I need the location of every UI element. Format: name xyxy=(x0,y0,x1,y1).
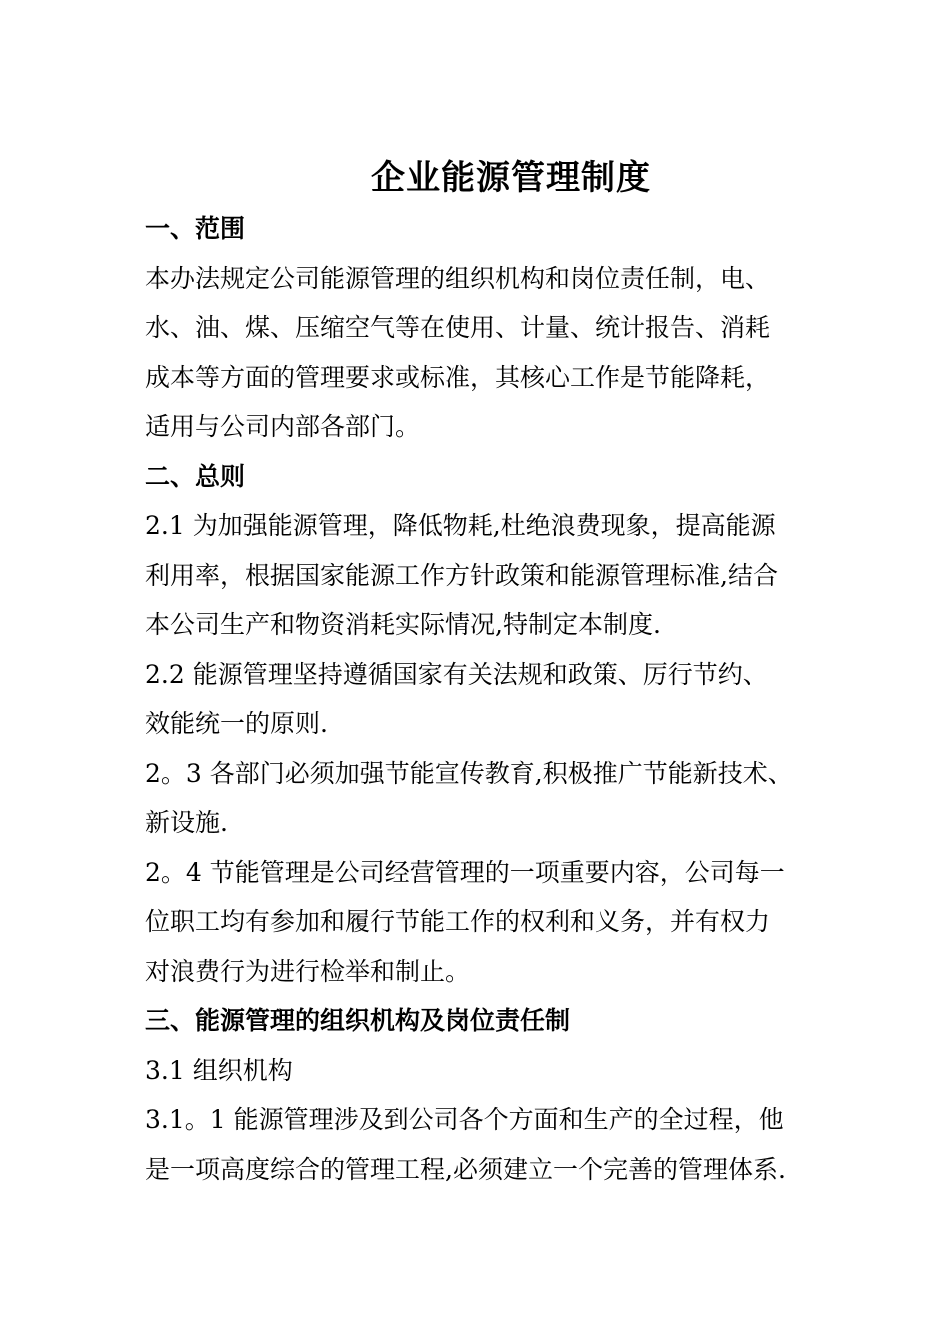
section-heading: 三、能源管理的组织机构及岗位责任制 xyxy=(145,1006,571,1035)
paragraph-line: 是一项高度综合的管理工程,必须建立一个完善的管理体系. xyxy=(145,1154,786,1184)
paragraph-line: 水、油、煤、压缩空气等在使用、计量、统计报告、消耗 xyxy=(145,313,771,342)
paragraph-line: 成本等方面的管理要求或标准，其核心工作是节能降耗， xyxy=(145,362,771,392)
paragraph-line: 2.1 为加强能源管理，降低物耗,杜绝浪费现象，提高能源 xyxy=(145,511,776,540)
paragraph-line: 2.2 能源管理坚持遵循国家有关法规和政策、厉行节约、 xyxy=(145,659,768,689)
paragraph-line: 3.1 组织机构 xyxy=(145,1055,293,1085)
section-heading: 一、范围 xyxy=(145,214,246,243)
paragraph-line: 本办法规定公司能源管理的组织机构和岗位责任制，电、 xyxy=(145,263,771,293)
paragraph-line: 对浪费行为进行检举和制止。 xyxy=(145,956,471,986)
paragraph-line: 适用与公司内部各部门。 xyxy=(145,412,421,441)
section-heading: 二、总则 xyxy=(145,461,246,491)
paragraph-line: 新设施. xyxy=(145,808,228,837)
paragraph-line: 2。4 节能管理是公司经营管理的一项重要内容，公司每一 xyxy=(145,857,785,887)
paragraph-line: 位职工均有参加和履行节能工作的权利和义务，并有权力 xyxy=(145,907,771,936)
paragraph-line: 效能统一的原则. xyxy=(145,709,328,738)
paragraph-line: 3.1。1 能源管理涉及到公司各个方面和生产的全过程，他 xyxy=(145,1105,784,1134)
paragraph-line: 利用率，根据国家能源工作方针政策和能源管理标准,结合 xyxy=(145,560,778,590)
document-title: 企业能源管理制度 xyxy=(371,158,651,198)
paragraph-line: 2。3 各部门必须加强节能宣传教育,积极推广节能新技术、 xyxy=(145,758,793,788)
document-body xyxy=(145,204,815,1194)
paragraph-line: 本公司生产和物资消耗实际情况,特制定本制度. xyxy=(145,610,661,639)
